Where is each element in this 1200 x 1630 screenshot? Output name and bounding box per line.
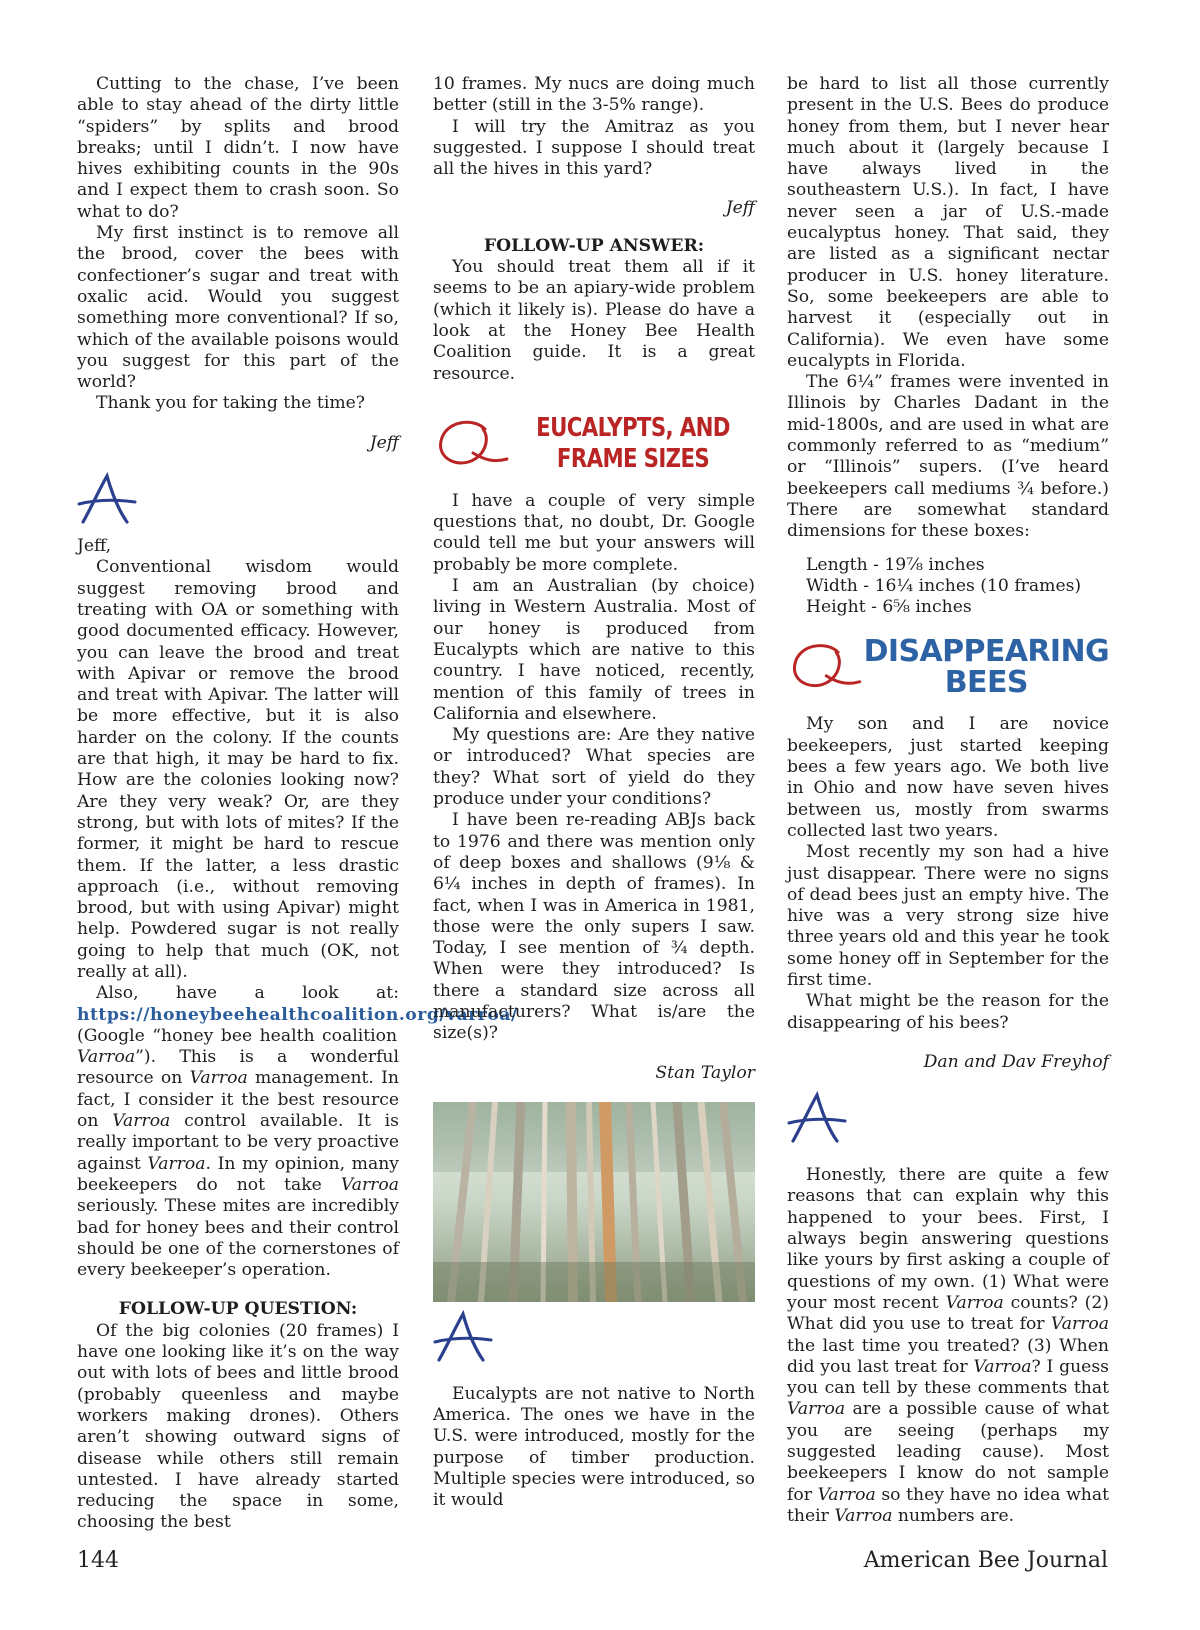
answer-paragraph (787, 1165, 1109, 1527)
answer-paragraph: Conventional wisdom would suggest removing brood and treating with OA or something with good documented efficacy. However, you can leave the brood and treat with Apivar or remove the brood and treat with Apivar. The latter will be more effective, but it is also harder on the colony. If the counts are that high, it may be hard to fix. How are the colonies looking now? Are they very weak? Or, are they strong, but with lots of mites? If the former, it might be hard to rescue them. If the latter, a less drastic approach (i.e., without removing brood, but with using Apivar) might help. Powdered sugar is not really going to help that much (OK, not really at all). (77, 557, 399, 982)
answer-text: (Google “honey bee health coalition (77, 1025, 398, 1046)
varroa-italic: Varroa (973, 1356, 1032, 1377)
answer-text: control available. It is really important to be very proactive against (77, 1111, 399, 1174)
varroa-italic: Varroa (112, 1111, 171, 1132)
varroa-italic: Varroa (340, 1174, 399, 1195)
question-paragraph: Thank you for taking the time? (96, 393, 366, 414)
answer-text: ”). This is a wonderful resource on (77, 1047, 399, 1089)
answer-text: the last time you treated? (3) When did you last treat for (787, 1335, 1109, 1377)
question-heading-disappearing (787, 634, 1109, 701)
question-paragraph: I have a couple of very simple questions that, no doubt, Dr. Google could tell me but your answers will probably be more complete. (433, 490, 755, 575)
question-paragraph: My questions are: Are they native or introduced? What species are they? What sort of yield do they produce under your conditions? (433, 725, 755, 810)
coalition-link[interactable]: https://honeybeehealthcoalition.org/varroa/ (77, 1004, 518, 1025)
answer-salutation: Jeff, (77, 536, 112, 557)
question-paragraph: My first instinct is to remove all the brood, cover the bees with confectioner’s sugar and treat with oxalic acid. Would you suggest something more conventional? If so, which of the available poisons would you suggest for this part of the world? (77, 223, 399, 393)
question-paragraph: What might be the reason for the disappearing of his bees? (787, 991, 1109, 1033)
varroa-italic: Varroa (77, 1047, 136, 1068)
answer-paragraph (77, 983, 518, 1281)
varroa-italic: Varroa (945, 1292, 1004, 1313)
eucalyptus-forest-photo (433, 1102, 755, 1302)
varroa-italic: Varroa (817, 1484, 876, 1505)
answer-a-icon (433, 1308, 503, 1366)
follow-up-answer: You should treat them all if it seems to be an apiary-wide problem (which it likely is). Please do have a look at the Honey Bee Health Coalition guide. It is a great resource. (433, 257, 755, 384)
answer-text: . In my opinion, many beekeepers do not take (77, 1153, 399, 1195)
follow-up-answer-heading: FOLLOW-UP ANSWER: (483, 235, 705, 256)
dimension-length: Length - 19⅞ inches (806, 554, 985, 575)
question-paragraph: I have been re-reading ABJs back to 1976 and there was mention only of deep boxes and shallows (9⅛ & 6¼ inches in depth of frames). In fact, when I was in America in 1981, those were the only supers I saw. Today, I see mention of ¾ depth. When were they introduced? Is there a standard size across all manufacturers? What is/are the size(s)? (433, 810, 755, 1044)
signature: Jeff (369, 432, 399, 453)
journal-name: American Bee Journal (863, 1548, 1108, 1573)
signature: Jeff (725, 198, 755, 219)
follow-up-question-heading: FOLLOW-UP QUESTION: (118, 1299, 358, 1320)
answer-text: Honestly, there are quite a few reasons that can explain why this happened to your bees. First, I always begin answering questions like yours by first asking a couple of questions of my own. (1) What were your most recent (787, 1165, 1109, 1313)
title-line: BEES (944, 665, 1028, 701)
question-continued: 10 frames. My nucs are doing much better (still in the 3-5% range). (433, 74, 755, 116)
question-paragraph: I am an Australian (by choice) living in Western Australia. Most of our honey is produced from Eucalypts which are native to this country. I have noticed, recently, mention of this family of trees in California and elsewhere. (433, 576, 755, 724)
question-paragraph: Cutting to the chase, I’ve been able to stay ahead of the dirty little “spiders” by splits and brood breaks; until I didn’t. I now have hives exhibiting counts in the 90s and I expect them to crash soon. So what to do? (77, 74, 399, 222)
answer-text: ? I guess you can tell by these comments that (787, 1356, 1109, 1399)
answer-a-icon (77, 470, 147, 528)
question-paragraph: Most recently my son had a hive just disappear. There were no signs of dead bees just an empty hive. The hive was a very strong size hive three years old and this year he took some honey off in September for the first time. (787, 842, 1109, 990)
column-2 (433, 74, 755, 1512)
column-1 (77, 74, 518, 1534)
question-title (863, 634, 1109, 701)
title-line: DISAPPEARING (863, 634, 1109, 670)
question-paragraph: I will try the Amitraz as you suggested. I suppose I should treat all the hives in this yard? (433, 116, 755, 180)
page-number: 144 (77, 1548, 119, 1573)
answer-text: numbers are. (892, 1505, 1015, 1526)
varroa-italic: Varroa (787, 1399, 846, 1420)
varroa-italic: Varroa (1050, 1314, 1109, 1335)
varroa-italic: Varroa (147, 1153, 206, 1174)
question-title (533, 413, 733, 475)
column-3 (787, 74, 1109, 1527)
dimension-width: Width - 16¼ inches (10 frames) (806, 575, 1082, 596)
dimension-height: Height - 6⅝ inches (806, 597, 972, 618)
answer-text: Also, have a look at: (96, 983, 399, 1004)
varroa-italic: Varroa (189, 1068, 248, 1089)
answer-continued: be hard to list all those currently present in the U.S. Bees do produce honey from them, but I never hear much about it (largely because I have always lived in the southeastern U.S.). In fact, I have never seen a jar of U.S.-made eucalyptus honey. That said, they are listed as a significant nectar producer in U.S. honey literature. So, some beekeepers are able to harvest it (especially out in California). We even have some eucalypts in Florida. (787, 74, 1109, 371)
title-line: EUCALYPTS, AND (536, 412, 730, 443)
follow-up-question: Of the big colonies (20 frames) I have one looking like it’s on the way out with lots of bees and little brood (probably queenless and maybe workers making drones). Others aren’t showing outward signs of disease while others still remain untested. I have already started reducing the space in some, choosing the best (77, 1320, 399, 1533)
answer-text: seriously. These mites are incredibly bad for honey bees and their control should be one of the cornerstones of every beekeeper’s operation. (77, 1196, 399, 1281)
answer-paragraph: Eucalypts are not native to North America. The ones we have in the U.S. were introduced, mostly for the purpose of timber production. Multiple species were introduced, so it would (433, 1383, 756, 1511)
signature: Dan and Dav Freyhof (923, 1051, 1109, 1072)
title-line: FRAME SIZES (556, 443, 710, 474)
varroa-italic: Varroa (834, 1505, 893, 1526)
answer-text: are a possible cause of what you are seeing (perhaps my suggested leading cause). Most beekeepers I know do not sample for (787, 1399, 1109, 1505)
answer-text: counts? (2) What did you use to treat for (787, 1292, 1109, 1335)
answer-paragraph: The 6¼” frames were invented in Illinois by Charles Dadant in the mid-1800s, and are used in what are commonly referred to as “medium” or “Illinois” supers. (I’ve heard beekeepers call mediums ¾ before.) There are somewhat standard dimensions for these boxes: (787, 372, 1109, 542)
answer-text: management. In fact, I consider it the best resource on (77, 1068, 400, 1132)
question-q-icon (433, 415, 511, 473)
question-heading-eucalypts (433, 413, 755, 475)
box-dimensions (806, 555, 1109, 619)
signature: Stan Taylor (655, 1062, 755, 1083)
question-q-icon (787, 638, 864, 696)
answer-a-icon (787, 1089, 857, 1147)
question-paragraph: My son and I are novice beekeepers, just started keeping bees a few years ago. We both live in Ohio and now have seven hives between us, mostly from swarms collected last two years. (787, 714, 1109, 841)
answer-text: so they have no idea what their (787, 1484, 1110, 1526)
